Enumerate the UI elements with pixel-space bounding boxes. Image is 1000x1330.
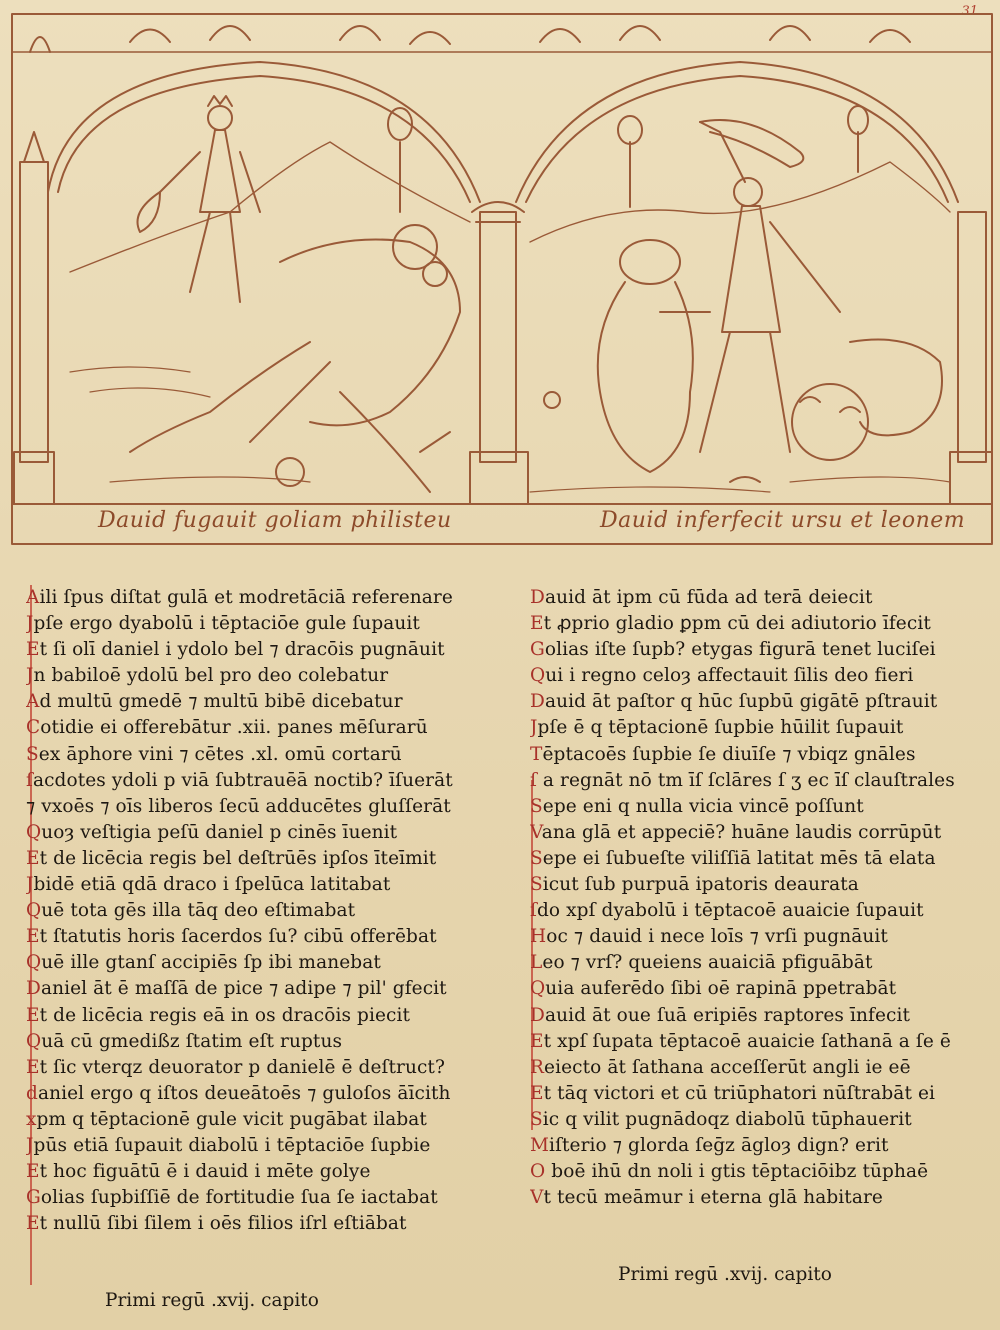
text-line: Jbidē etiā qdā draco i ſpelūca latitabat — [26, 874, 391, 896]
folio-number: 31 — [961, 4, 978, 19]
text-line: Miſterio ⁊ glorda ſeḡz āgloȝ dign? erit — [530, 1134, 889, 1156]
text-line: Hoc ⁊ dauid i nece loīs ⁊ vrſi pugnāuit — [530, 926, 888, 948]
text-line: Quā cū gmedißz ſtatim eſt ruptus — [26, 1030, 343, 1052]
text-line: xpm q tēptacionē gule vicit pugābat ilabat — [26, 1108, 427, 1130]
text-line: Sepe eni q nulla vicia vincē poſſunt — [530, 795, 864, 817]
text-line: Et ſi olī daniel i ydolo bel ⁊ dracōis pugnāuit — [26, 639, 445, 661]
text-line: Jpſe ergo dyabolū i tēptaciōe gule ſupauit — [26, 613, 420, 635]
text-line: Et ſtatutis horis ſacerdos ſu? cibū offerēbat — [26, 926, 437, 948]
text-line: Et hoc figuātū ē i dauid i mēte golye — [26, 1161, 371, 1183]
text-line: Aili ſpus diſtat gulā et modretāciā referenare — [26, 587, 453, 608]
text-line: Sicut ſub purpuā ipatoris deaurata — [530, 874, 859, 896]
text-line: Jn babiloē ydolū bel pro deo colebatur — [26, 665, 389, 687]
text-line: Et xpſ ſupata tēptacoē auaicie ſathanā a ſe ē — [530, 1030, 951, 1052]
text-line: ſ a regnāt nō tm īſ ſclāres ſ ʒ ec īſ clauſtrales — [530, 769, 955, 791]
text-line: Vana glā et appeciē? huāne laudis corrūpūt — [530, 821, 942, 843]
text-line: Tēptacoēs ſupbie ſe diuīſe ⁊ vbiqz gnāles — [530, 743, 916, 765]
text-line: ⁊ vxoēs ⁊ oīs liberos ſecū adducētes gluſſerāt — [26, 795, 451, 817]
text-line: Dauid āt oue ſuā eripiēs raptores īnfecit — [530, 1004, 911, 1026]
text-line: Quē ille gtanſ accipiēs ſp ibi manebat — [26, 952, 381, 974]
text-line: O boē ihū dn noli i gtis tēptaciōibz tūphaē — [530, 1161, 929, 1183]
text-line: Cotidie ei offerebātur .xii. panes mēſurarū — [26, 717, 428, 739]
text-line: Sex āphore vini ⁊ cētes .xl. omū cortarū — [26, 743, 402, 765]
text-line: Dauid āt paſtor q hūc ſupbū gigātē pſtrauit — [530, 691, 938, 713]
woodcut-caption-right: Dauid inferfecit ursu et leonem — [600, 508, 966, 533]
text-line: ſacdotes ydoli p viā ſubtrauēā noctib? īſuerāt — [26, 769, 453, 791]
text-line: Et tāq victori et cū triūphatori nūſtrabāt ei — [530, 1082, 936, 1104]
text-line: daniel ergo q iſtos deueātoēs ⁊ guloſos āīcith — [26, 1082, 451, 1104]
text-column-right — [530, 585, 996, 1211]
text-line: Qui i regno celoȝ affectauit ſilis deo fieri — [530, 665, 914, 687]
text-line: Quē tota gēs illa tāq deo eſtimabat — [26, 900, 356, 922]
woodcut-caption-left: Dauid fugauit goliam philisteu — [98, 508, 452, 533]
text-column-left — [26, 585, 496, 1237]
text-line: Et ꝓprio gladio ꝑpm cū dei adiutorio īfecit — [530, 613, 931, 635]
text-line: Quia auferēdo ſibi oē rapinā ppetrabāt — [530, 978, 897, 1000]
text-line: Sepe ei ſubueſte viliſſiā latitat mēs tā elata — [530, 847, 936, 869]
text-line: Golias iſte ſupb? etygas figurā tenet luciſei — [530, 639, 936, 661]
text-line: Reiecto āt ſathana acceſſerūt angli ie eē — [530, 1056, 911, 1078]
text-line: Daniel āt ē maſſā de pice ⁊ adipe ⁊ pil' gfecit — [26, 978, 447, 1000]
text-line: Jpūs etiā ſupauit diabolū i tēptaciōe ſupbie — [26, 1134, 431, 1156]
text-line: Golias ſupbiſſiē de fortitudie ſua ſe iactabat — [26, 1187, 438, 1209]
text-line: Leo ⁊ vrſ? queiens auaiciā pfiguābāt — [530, 952, 873, 974]
text-line: Quoȝ veſtigia peſū daniel p cinēs īuenit — [26, 821, 398, 843]
text-line: Ad multū gmedē ⁊ multū bibē dicebatur — [26, 691, 403, 713]
chapter-reference-left: Primi regū .xvij. capito — [105, 1290, 319, 1311]
text-line: Jpſe ē q tēptacionē ſupbie hūilit ſupauit — [530, 717, 904, 739]
text-line: Et ſic vterqz deuorator p danielē ē deſtruct? — [26, 1056, 445, 1078]
chapter-reference-right: Primi regū .xvij. capito — [618, 1264, 832, 1285]
woodcut-illustration — [10, 12, 995, 552]
text-line: Sic q vilit pugnādoqz diabolū tūphauerit — [530, 1108, 912, 1130]
text-line: Vt tecū meāmur i eterna glā habitare — [530, 1187, 883, 1209]
text-line: Et nullū ſibi ſilem i oēs filios iſrl eſtiābat — [26, 1213, 407, 1235]
text-line: ſdo xpſ dyabolū i tēptacoē auaicie ſupauit — [530, 900, 924, 922]
text-line: Et de licēcia regis eā in os dracōis piecit — [26, 1004, 411, 1026]
text-line: Et de licēcia regis bel deſtrūēs ipſos īteīmit — [26, 847, 437, 869]
text-line: Dauid āt ipm cū fūda ad terā deiecit — [530, 587, 873, 608]
